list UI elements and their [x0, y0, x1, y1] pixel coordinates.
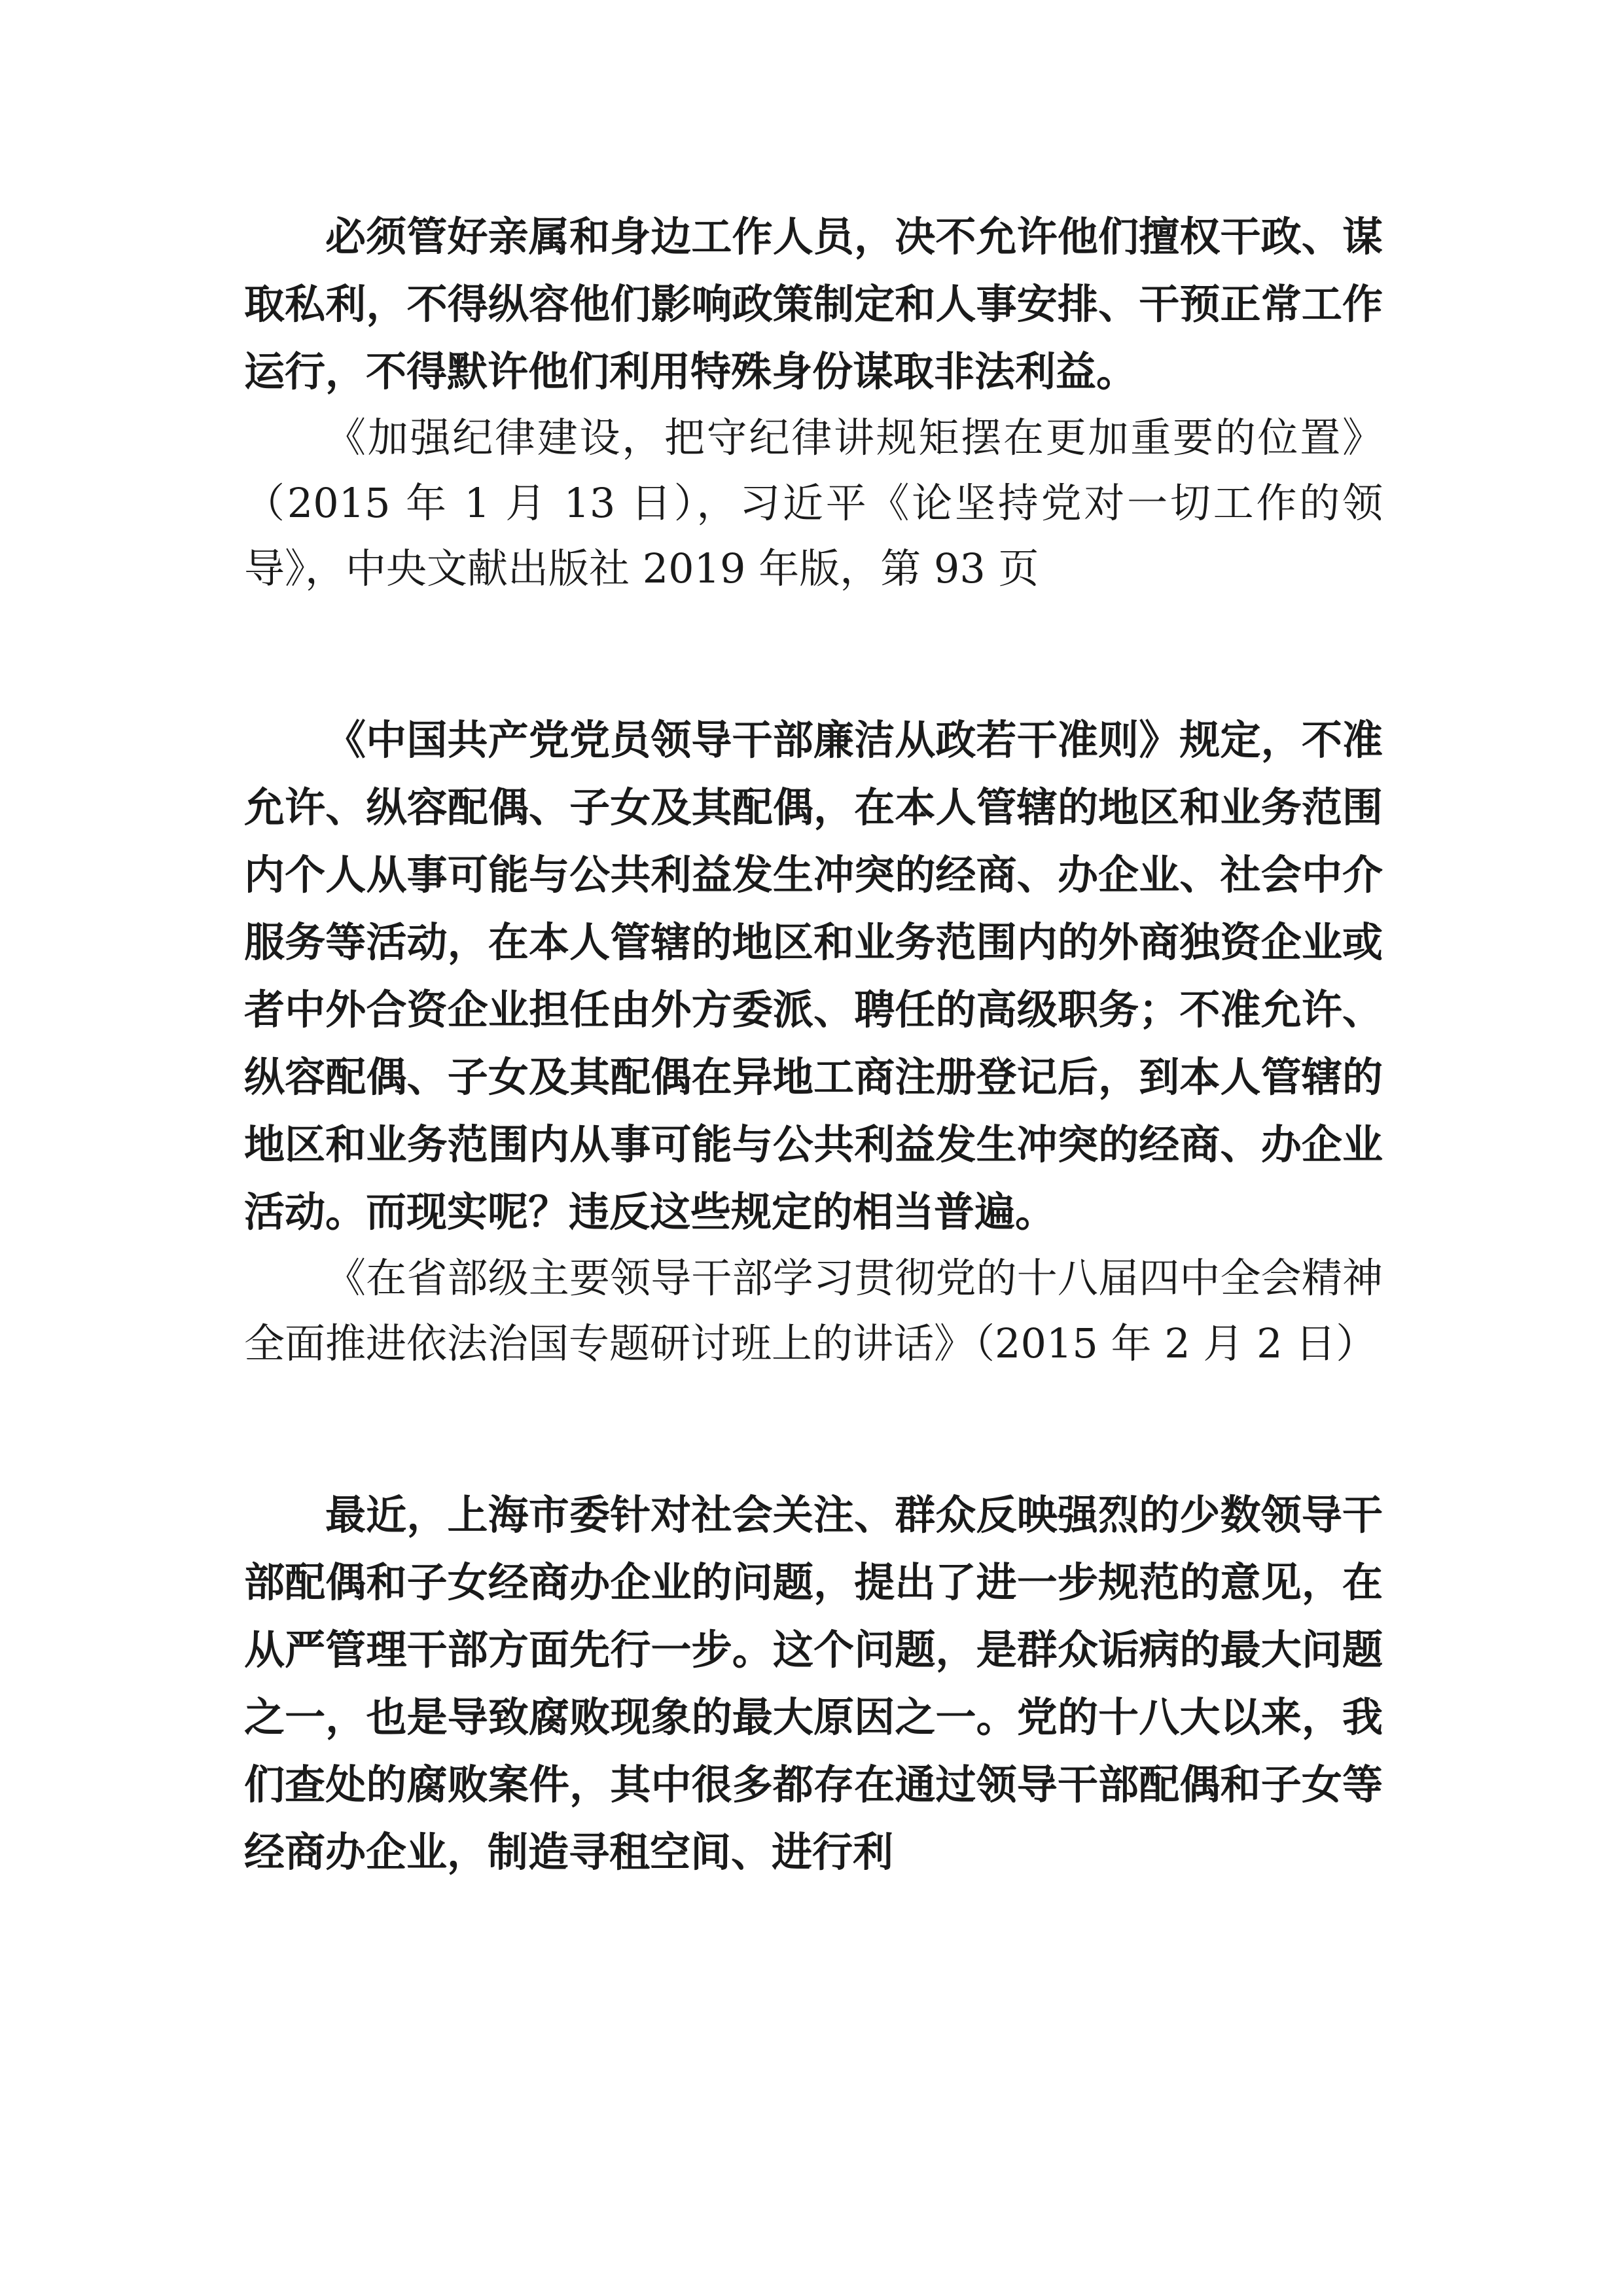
document-page	[244, 203, 1383, 1886]
paragraph-2: 《中国共产党党员领导干部廉洁从政若干准则》规定，不准允许、纵容配偶、子女及其配偶，在本人管辖的地区和业务范围内个人从事可能与公共利益发生冲突的经商、办企业、社会中介服务等活动，在本人管辖的地区和业务范围内的外商独资企业或者中外合资企业担任由外方委派、聘任的高级职务；不准允许、纵容配偶、子女及其配偶在异地工商注册登记后，到本人管辖的地区和业务范围内从事可能与公共利益发生冲突的经商、办企业活动。而现实呢？违反这些规定的相当普遍。	[244, 716, 1383, 1236]
paragraph-1: 必须管好亲属和身边工作人员，决不允许他们擅权干政、谋取私利，不得纵容他们影响政策制定和人事安排、干预正常工作运行，不得默许他们利用特殊身份谋取非法利益。	[244, 213, 1383, 395]
section-spacer	[244, 601, 1383, 706]
paragraph-3: 最近，上海市委针对社会关注、群众反映强烈的少数领导干部配偶和子女经商办企业的问题，提出了进一步规范的意见，在从严管理干部方面先行一步。这个问题，是群众诟病的最大问题之一，也是导致腐败现象的最大原因之一。党的十八大以来，我们查处的腐败案件，其中很多都存在通过领导干部配偶和子女等经商办企业，制造寻租空间、进行利	[244, 1491, 1383, 1876]
section-spacer	[244, 1376, 1383, 1481]
citation-1: 《加强纪律建设，把守纪律讲规矩摆在更加重要的位置》（2015 年 1 月 13 日），习近平《论坚持党对一切工作的领导》，中央文献出版社 2019 年版，第 93 页	[244, 414, 1383, 592]
citation-2: 《在省部级主要领导干部学习贯彻党的十八届四中全会精神全面推进依法治国专题研讨班上的讲话》（2015 年 2 月 2 日）	[244, 1254, 1383, 1367]
